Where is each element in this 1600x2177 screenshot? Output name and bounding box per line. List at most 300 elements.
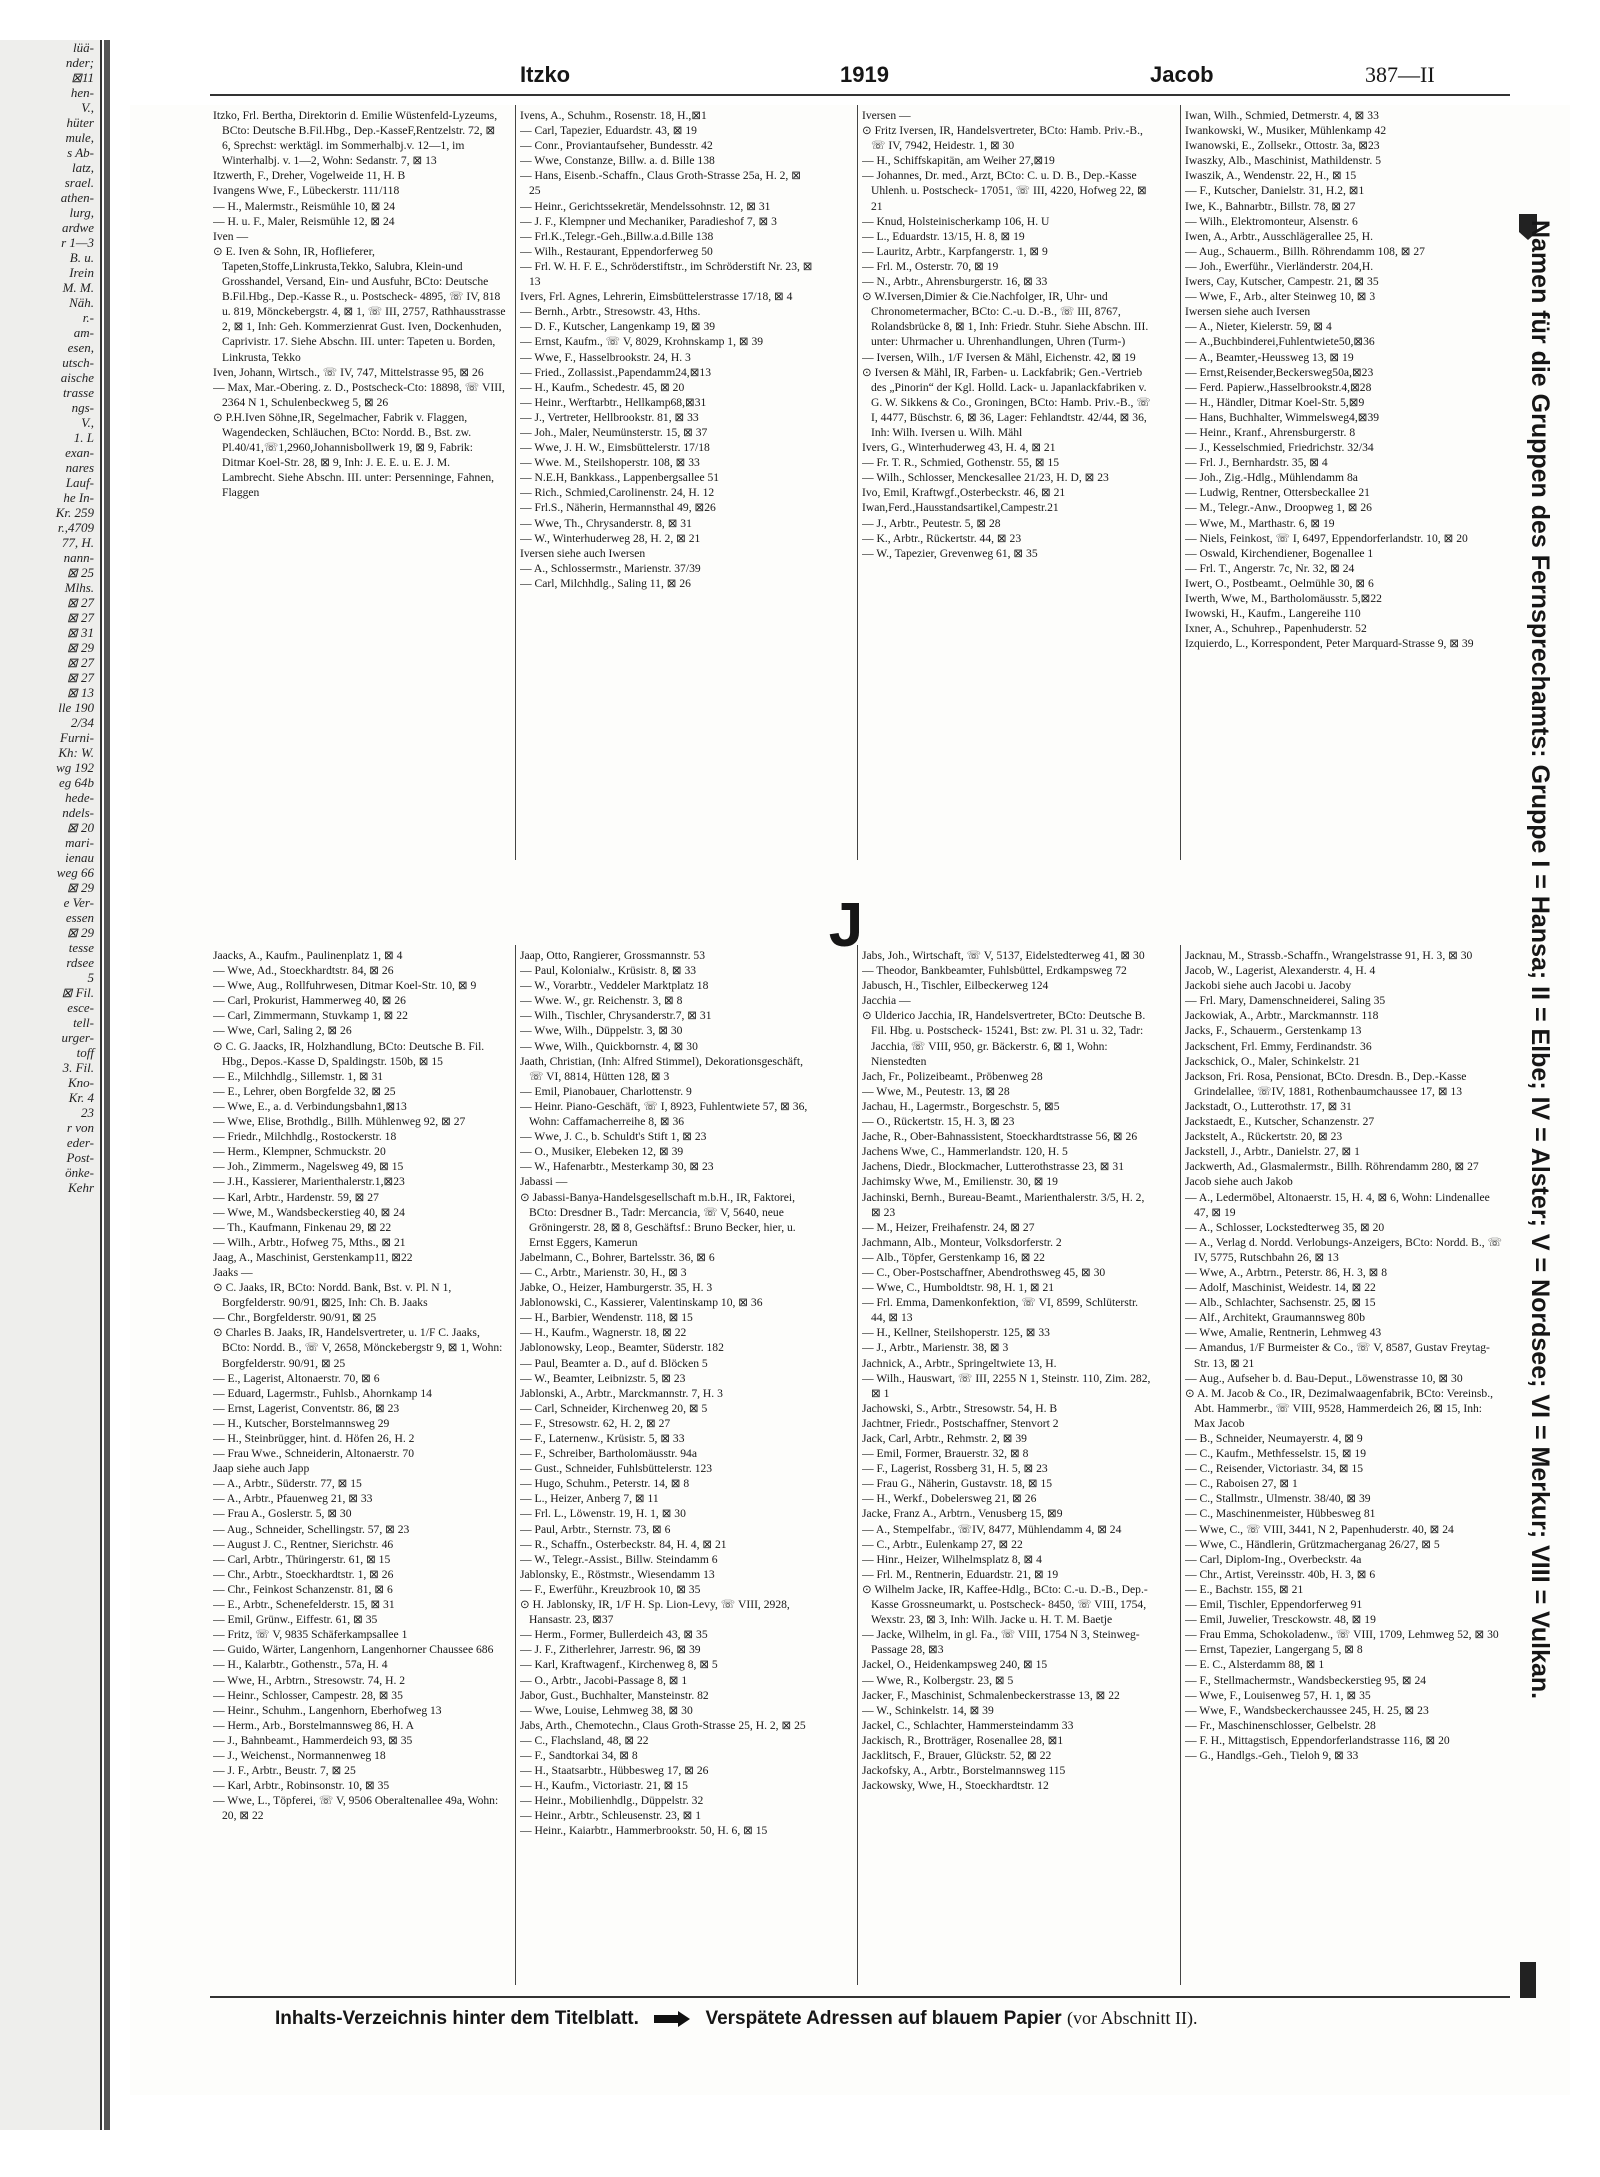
directory-entry: — Carl, Zimmermann, Stuvkamp 1, ⊠ 22 <box>213 1009 408 1023</box>
directory-entry: — Eduard, Lagermstr., Fuhlsb., Ahornkamp 14 <box>213 1386 432 1400</box>
directory-entry: ⊙ A. M. Jacob & Co., IR, Dezimalwaagenfabrik, BCto: Vereinsb., Abt. Hammerbr., ☏ VIII, 9528, Hammerdeich 26, ⊠ 15, Inh: Max Jacob <box>1185 1386 1493 1430</box>
directory-entry: — Wwe, Elise, Brothdlg., Billh. Mühlenweg 92, ⊠ 27 <box>213 1115 466 1129</box>
directory-entry: Ivers, G., Winterhuderweg 43, H. 4, ⊠ 21 <box>862 441 1056 455</box>
previous-page-fragment: r.,4709 <box>57 520 94 535</box>
directory-entry: — F., Stellmachermstr., Wandsbeckerstieg 95, ⊠ 24 <box>1185 1673 1427 1687</box>
previous-page-fragment: latz, <box>71 160 94 175</box>
directory-entry: ⊙ C. G. Jaacks, IR, Holzhandlung, BCto: Deutsche B. Fil. Hbg., Depos.-Kasse D, Spaldingstr. 150b, ⊠ 15 <box>213 1039 485 1068</box>
previous-page-fragment: ⊠ 29 <box>66 640 94 655</box>
directory-entry: — Wwe, Ad., Stoeckhardtstr. 84, ⊠ 26 <box>213 964 394 978</box>
directory-entry: — Emil, Tischler, Eppendorferweg 91 <box>1185 1598 1363 1612</box>
directory-entry: — A., Nieter, Kielerstr. 59, ⊠ 4 <box>1185 320 1332 334</box>
directory-entry: — Wwe, F., Arb., alter Steinweg 10, ⊠ 3 <box>1185 290 1376 304</box>
directory-entry: — Joh., Maler, Neumünsterstr. 15, ⊠ 37 <box>520 425 708 439</box>
directory-entry: Iven — <box>213 229 249 243</box>
directory-column-1 <box>213 108 506 863</box>
directory-entry: — Fried., Zollassist.,Papendamm24,⊠13 <box>520 365 712 379</box>
directory-entry: Jache, R., Ober-Bahnassistent, Stoeckhardtstrasse 56, ⊠ 26 <box>862 1130 1138 1144</box>
directory-entry: Jackel, O., Heidenkampsweg 240, ⊠ 15 <box>862 1658 1048 1672</box>
directory-entry: — O., Arbtr., Jacobi-Passage 8, ⊠ 1 <box>520 1673 688 1687</box>
previous-page-fragment: r 1—3 <box>61 235 94 250</box>
previous-page-fragment: ardwe <box>61 220 94 235</box>
exchange-groups-text: Namen für die Gruppen des Fernsprechamts: Gruppe I = Hansa; II = Elbe; IV = Alster; V = Nordsee; VI = Merkur; VIII = Vulkan. <box>1526 220 1554 1700</box>
previous-page-fragment: e Ver- <box>63 895 94 910</box>
previous-page-fragment: esen, <box>67 340 94 355</box>
directory-entry: — Wwe, C., ☏ VIII, 3441, N 2, Papenhuderstr. 40, ⊠ 24 <box>1185 1522 1454 1536</box>
previous-page-fragment: B. u. <box>69 250 94 265</box>
directory-entry: — A., Stempelfabr., ☏IV, 8477, Mühlendamm 4, ⊠ 24 <box>862 1522 1122 1536</box>
previous-page-fragment: V., <box>81 100 94 115</box>
directory-entry: — Wwe. W., gr. Reichenstr. 3, ⊠ 8 <box>520 994 683 1008</box>
previous-page-fragment: ienau <box>65 850 94 865</box>
directory-entry: — Wilh., Restaurant, Eppendorferweg 50 <box>520 244 713 258</box>
directory-entry: Jackstadt, O., Lutterothstr. 17, ⊠ 31 <box>1185 1099 1352 1113</box>
directory-entry: Ivers, Frl. Agnes, Lehrerin, Eimsbüttelerstrasse 17/18, ⊠ 4 <box>520 290 793 304</box>
directory-entry: — Hans, Buchhalter, Wimmelsweg4,⊠39 <box>1185 410 1380 424</box>
directory-entry: — J., Kesselschmied, Friedrichstr. 32/34 <box>1185 441 1374 455</box>
directory-entry: Iversen siehe auch Iwersen <box>520 546 646 560</box>
directory-entry: — Wwe, F., Hasselbrookstr. 24, H. 3 <box>520 350 691 364</box>
directory-entry: Itzwerth, F., Dreher, Vogelweide 11, H. B <box>213 169 406 183</box>
directory-entry: — Frau G., Näherin, Gustavstr. 18, ⊠ 15 <box>862 1477 1053 1491</box>
directory-entry: — Karl, Arbtr., Robinsonstr. 10, ⊠ 35 <box>213 1779 390 1793</box>
directory-entry: — Lauritz, Arbtr., Karpfangerstr. 1, ⊠ 9 <box>862 244 1048 258</box>
directory-entry: — Wilh., Arbtr., Hofweg 75, Mths., ⊠ 21 <box>213 1235 406 1249</box>
directory-entry: Iwersen siehe auch Iversen <box>1185 305 1311 319</box>
previous-page-fragment: hen- <box>70 85 94 100</box>
directory-entry: — Paul, Kolonialw., Krüsistr. 8, ⊠ 33 <box>520 964 697 978</box>
directory-entry: — J. F., Zitherlehrer, Jarrestr. 96, ⊠ 39 <box>520 1643 701 1657</box>
previous-page-fragment: V., <box>81 415 94 430</box>
previous-page-fragment: 5 <box>87 970 94 985</box>
directory-entry: Jackschick, O., Maler, Schinkelstr. 21 <box>1185 1054 1361 1068</box>
directory-entry: — F., Schreiber, Bartholomäusstr. 94a <box>520 1447 697 1461</box>
directory-entry: ⊙ Charles B. Jaaks, IR, Handelsvertreter, u. 1/F C. Jaaks, BCto: Nordd. B., ☏ V, 2658, Mönckebergstr 9, ⊠ 1, Wohn: Borgfelderstr. 90/91, ⊠ 25 <box>213 1326 503 1370</box>
directory-entry: — Conr., Proviantaufseher, Bundesstr. 42 <box>520 139 713 153</box>
directory-entry: — C., Stallmstr., Ulmenstr. 38/40, ⊠ 39 <box>1185 1492 1371 1506</box>
directory-entry: — Aug., Schneider, Schellingstr. 57, ⊠ 23 <box>213 1522 410 1536</box>
directory-entry: — H., Kaufm., Schedestr. 45, ⊠ 20 <box>520 380 685 394</box>
directory-entry: — Wwe, J. C., b. Schuldt's Stift 1, ⊠ 23 <box>520 1130 707 1144</box>
directory-entry: Jacob siehe auch Jakob <box>1185 1175 1293 1189</box>
directory-entry: — Paul, Arbtr., Sternstr. 73, ⊠ 6 <box>520 1522 671 1536</box>
previous-page-fragment: athen- <box>60 190 94 205</box>
previous-page-fragment: Kr. 4 <box>68 1090 94 1105</box>
directory-entry: Jablonsky, E., Röstmstr., Wiesendamm 13 <box>520 1567 715 1581</box>
previous-page-fragment: ⊠ 27 <box>66 595 94 610</box>
previous-page-fragment: 77, H. <box>61 535 94 550</box>
directory-entry: — W., Vorarbtr., Veddeler Marktplatz 18 <box>520 979 709 993</box>
directory-entry: — Wwe, F., Louisenweg 57, H. 1, ⊠ 35 <box>1185 1688 1371 1702</box>
directory-entry: Iwaszky, Alb., Maschinist, Mathildenstr. 5 <box>1185 154 1382 168</box>
previous-page-fragment: ndels- <box>62 805 94 820</box>
previous-page-fragment: mule, <box>65 130 94 145</box>
directory-entry: — Wwe, M., Wandsbeckerstieg 40, ⊠ 24 <box>213 1205 405 1219</box>
directory-entry: — H., Kaufm., Wagnerstr. 18, ⊠ 22 <box>520 1326 687 1340</box>
directory-entry: — H., Kellner, Steilshoperstr. 125, ⊠ 33 <box>862 1326 1050 1340</box>
directory-entry: — Guido, Wärter, Langenhorn, Langenhorner Chaussee 686 <box>213 1643 494 1657</box>
directory-entry: — M., Heizer, Freihafenstr. 24, ⊠ 27 <box>862 1220 1035 1234</box>
previous-page-fragment: Furni- <box>60 730 94 745</box>
directory-entry: — Rich., Schmied,Carolinenstr. 24, H. 12 <box>520 486 715 500</box>
directory-entry: Jaap siehe auch Japp <box>213 1462 310 1476</box>
directory-entry: — Frl. L., Löwenstr. 19, H. 1, ⊠ 30 <box>520 1507 686 1521</box>
directory-entry: — H., Barbier, Wendenstr. 118, ⊠ 15 <box>520 1311 693 1325</box>
directory-entry: — Frl. T., Angerstr. 7c, Nr. 32, ⊠ 24 <box>1185 561 1355 575</box>
previous-page-fragment: lurg, <box>69 205 94 220</box>
directory-entry: — A., Ledermöbel, Altonaerstr. 15, H. 4, ⊠ 6, Wohn: Lindenallee 47, ⊠ 19 <box>1185 1190 1490 1219</box>
directory-entry: — Alf., Architekt, Graumannsweg 80b <box>1185 1311 1365 1325</box>
directory-entry: — Heinr., Gerichtssekretär, Mendelssohnstr. 12, ⊠ 31 <box>520 199 771 213</box>
directory-entry: — W., Tapezier, Grevenweg 61, ⊠ 35 <box>862 546 1038 560</box>
directory-entry: — M., Telegr.-Anw., Droopweg 1, ⊠ 26 <box>1185 501 1372 515</box>
directory-entry: — Wwe, Th., Chrysanderstr. 8, ⊠ 31 <box>520 516 692 530</box>
directory-entry: — Fr., Maschinenschlosser, Gelbelstr. 28 <box>1185 1718 1376 1732</box>
directory-entry: — Hinr., Heizer, Wilhelmsplatz 8, ⊠ 4 <box>862 1552 1042 1566</box>
directory-entry: Jack, Carl, Arbtr., Rehmstr. 2, ⊠ 39 <box>862 1432 1027 1445</box>
directory-entry: Jablonowsky, Leop., Beamter, Süderstr. 182 <box>520 1341 724 1355</box>
directory-entry: Izquierdo, L., Korrespondent, Peter Marquard-Strasse 9, ⊠ 39 <box>1185 637 1474 651</box>
previous-page-fragment: Mlhs. <box>64 580 94 595</box>
directory-entry: — Herm., Former, Bullerdeich 43, ⊠ 35 <box>520 1628 708 1642</box>
directory-entry: — J., Arbtr., Marienstr. 38, ⊠ 3 <box>862 1341 1009 1355</box>
directory-entry: Jabs, Arth., Chemotechn., Claus Groth-Strasse 25, H. 2, ⊠ 25 <box>520 1718 806 1732</box>
directory-entry: Jabs, Joh., Wirtschaft, ☏ V, 5137, Eidelstedterweg 41, ⊠ 30 <box>862 949 1145 962</box>
directory-entry: — Niels, Feinkost, ☏ I, 6497, Eppendorferlandstr. 10, ⊠ 20 <box>1185 531 1468 545</box>
directory-entry: — Heinr., Schuhm., Langenhorn, Eberhofweg 13 <box>213 1703 442 1717</box>
previous-page-fragment: nder; <box>65 55 94 70</box>
directory-entry: — Oswald, Kirchendiener, Bogenallee 1 <box>1185 546 1374 560</box>
previous-page-fragment: ⊠ 20 <box>66 820 94 835</box>
previous-page-fragment: srael. <box>64 175 94 190</box>
previous-page-fragment: M. M. <box>62 280 94 295</box>
previous-page-fragment: aische <box>60 370 94 385</box>
directory-entry: Iwan, Wilh., Schmied, Detmerstr. 4, ⊠ 33 <box>1185 109 1379 122</box>
directory-entry: — N., Arbtr., Ahrensburgerstr. 16, ⊠ 33 <box>862 275 1048 289</box>
directory-entry: — Hugo, Schuhm., Peterstr. 14, ⊠ 8 <box>520 1477 690 1491</box>
directory-entry: — Ernst, Tapezier, Langergang 5, ⊠ 8 <box>1185 1643 1363 1657</box>
directory-entry: — H., Kalarbtr., Gothenstr., 57a, H. 4 <box>213 1658 388 1672</box>
previous-page-fragment: önke- <box>65 1165 94 1180</box>
directory-entry: — E., Milchhdlg., Sillemstr. 1, ⊠ 31 <box>213 1069 384 1083</box>
previous-page-fragment: esce- <box>67 1000 94 1015</box>
footer-late-addresses-note: Verspätete Adressen auf blauem Papier <box>705 2008 1062 2029</box>
directory-entry: — F. H., Mittagstisch, Eppendorferlandstrasse 116, ⊠ 20 <box>1185 1733 1450 1747</box>
directory-entry: Ivo, Emil, Kraftwgf.,Osterbeckstr. 46, ⊠ 21 <box>862 486 1066 500</box>
directory-entry: — Wwe, J. H. W., Eimsbüttelerstr. 17/18 <box>520 441 710 455</box>
directory-entry: — F., Sandtorkai 34, ⊠ 8 <box>520 1748 638 1762</box>
directory-entry: Jachmann, Alb., Monteur, Volksdorferstr. 2 <box>862 1235 1062 1249</box>
directory-entry: — R., Schaffn., Osterbeckstr. 84, H. 4, ⊠ 21 <box>520 1537 727 1551</box>
directory-entry: — W., Schinkelstr. 14, ⊠ 39 <box>862 1703 994 1717</box>
directory-entry: — Wwe, Wilh., Düppelstr. 3, ⊠ 30 <box>520 1024 683 1038</box>
previous-page-fragment: ⊠ 29 <box>66 925 94 940</box>
directory-entry: Jacker, F., Maschinist, Schmalenbeckerstrasse 13, ⊠ 22 <box>862 1688 1120 1702</box>
directory-entry: — F., Ewerführ., Kreuzbrook 10, ⊠ 35 <box>520 1582 701 1596</box>
directory-entry: — W., Telegr.-Assist., Billw. Steindamm 6 <box>520 1552 718 1566</box>
directory-entry: — Wwe, A., Arbtrn., Peterstr. 86, H. 3, ⊠ 8 <box>1185 1265 1388 1279</box>
previous-page-fragment: mari- <box>65 835 94 850</box>
previous-page-fragment: r von <box>66 1120 94 1135</box>
directory-entry: — Joh., Zig.-Hdlg., Mühlendamm 8a <box>1185 471 1358 485</box>
directory-entry: Ivangens Wwe, F., Lübeckerstr. 111/118 <box>213 184 400 198</box>
directory-entry: — O., Musiker, Elebeken 12, ⊠ 39 <box>520 1145 684 1159</box>
directory-entry: Jacks, F., Schauerm., Gerstenkamp 13 <box>1185 1024 1362 1038</box>
directory-entry: — J., Vertreter, Hellbrookstr. 81, ⊠ 33 <box>520 410 699 424</box>
directory-entry: Jaag, A., Maschinist, Gerstenkamp11, ⊠22 <box>213 1250 413 1264</box>
directory-entry: — Joh., Zimmerm., Nagelsweg 49, ⊠ 15 <box>213 1160 404 1174</box>
directory-entry: — C., Ober-Postschaffner, Abendrothsweg 45, ⊠ 30 <box>862 1265 1106 1279</box>
directory-entry: Iwaszik, A., Wendenstr. 22, H., ⊠ 15 <box>1185 169 1357 183</box>
previous-page-fragment: ⊠ 27 <box>66 610 94 625</box>
directory-entry: — J., Bahnbeamt., Hammerdeich 93, ⊠ 35 <box>213 1733 413 1747</box>
directory-entry: Jacob, W., Lagerist, Alexanderstr. 4, H. 4 <box>1185 964 1376 978</box>
book-spine <box>104 40 110 2130</box>
directory-entry: Jackel, C., Schlachter, Hammersteindamm 33 <box>862 1718 1074 1732</box>
directory-entry: — Heinr., Arbtr., Schleusenstr. 23, ⊠ 1 <box>520 1809 702 1823</box>
directory-entry: Iwowski, H., Kaufm., Langereihe 110 <box>1185 607 1361 621</box>
directory-entry: — Frl.S., Näherin, Hermannsthal 49, ⊠26 <box>520 501 716 515</box>
directory-entry: — Wilh., Elektromonteur, Alsenstr. 6 <box>1185 214 1358 228</box>
directory-entry: Jacklitsch, F., Brauer, Glückstr. 52, ⊠ 22 <box>862 1748 1052 1762</box>
previous-page-fragment: Kr. 259 <box>55 505 94 520</box>
directory-entry: — Fritz, ☏ V, 9835 Schäferkampsallee 1 <box>213 1628 408 1642</box>
directory-entry: — Frau Emma, Schokoladenw., ☏ VIII, 1709, Lehmweg 52, ⊠ 30 <box>1185 1628 1499 1642</box>
directory-entry: — Wwe, Wilh., Quickbornstr. 4, ⊠ 30 <box>520 1039 698 1053</box>
directory-entry: Jackstaedt, E., Kutscher, Schanzenstr. 27 <box>1185 1115 1375 1129</box>
directory-entry: — H., Kaufm., Victoriastr. 21, ⊠ 15 <box>520 1779 688 1793</box>
directory-entry: Iwan,Ferd.,Hausstandsartikel,Campestr.21 <box>862 501 1059 515</box>
directory-entry: — Hans, Eisenb.-Schaffn., Claus Groth-Strasse 25a, H. 2, ⊠ 25 <box>520 169 801 198</box>
directory-entry: Jabke, O., Heizer, Hamburgerstr. 35, H. 3 <box>520 1281 713 1295</box>
directory-entry: — C., Raboisen 27, ⊠ 1 <box>1185 1477 1298 1491</box>
directory-entry: — Frl. Mary, Damenschneiderei, Saling 35 <box>1185 994 1386 1008</box>
directory-entry: Jackobi siehe auch Jacobi u. Jacoby <box>1185 979 1352 993</box>
footer-section-note: (vor Abschnitt II). <box>1066 2008 1198 2028</box>
directory-entry: Jaaks — <box>213 1265 253 1279</box>
pointing-hand-icon <box>1515 1960 1541 2000</box>
directory-entry: Iversen — <box>862 109 911 122</box>
directory-entry: — D. F., Kutscher, Langenkamp 19, ⊠ 39 <box>520 320 716 334</box>
directory-entry: — Frl. W. H. F. E., Schröderstiftstr., im Schröderstift Nr. 23, ⊠ 13 <box>520 259 813 289</box>
column-rule <box>515 105 516 860</box>
directory-entry: — Ernst, Lagerist, Conventstr. 86, ⊠ 23 <box>213 1401 400 1415</box>
directory-entry: Iwert, O., Postbeamt., Oelmühle 30, ⊠ 6 <box>1185 576 1374 590</box>
exchange-groups-sidebar <box>1512 220 1572 1980</box>
directory-entry: Jackstelt, A., Rückertstr. 20, ⊠ 23 <box>1185 1130 1343 1144</box>
directory-entry: — Wwe, M., Marthastr. 6, ⊠ 19 <box>1185 516 1335 530</box>
directory-entry: — A., Verlag d. Nordd. Verlobungs-Anzeigers, BCto: Nordd. B., ☏ IV, 5775, Rutschbahn 26, ⊠ 13 <box>1185 1235 1503 1264</box>
previous-page-fragment: weg 66 <box>56 865 94 880</box>
directory-entry: — Karl, Kraftwagenf., Kirchenweg 8, ⊠ 5 <box>520 1658 718 1672</box>
directory-entry: Iwen, A., Arbtr., Ausschlägerallee 25, H. <box>1185 229 1374 243</box>
directory-entry: — H., Händler, Ditmar Koel-Str. 5,⊠9 <box>1185 395 1365 409</box>
directory-entry: — Carl, Schneider, Kirchenweg 20, ⊠ 5 <box>520 1401 708 1415</box>
directory-entry: — Carl, Prokurist, Hammerweg 40, ⊠ 26 <box>213 994 406 1008</box>
directory-entry: — Friedr., Milchhdlg., Rostockerstr. 18 <box>213 1130 397 1144</box>
directory-entry: — Herm., Klempner, Schmuckstr. 20 <box>213 1145 386 1159</box>
previous-page-fragment: 2/34 <box>70 715 94 730</box>
running-head-year: 1919 <box>840 62 889 87</box>
directory-entry: — J., Weichenst., Normannenweg 18 <box>213 1748 386 1762</box>
directory-entry: Jabelmann, C., Bohrer, Bartelsstr. 36, ⊠ 6 <box>520 1250 715 1264</box>
directory-entry: — Chr., Borgfelderstr. 90/91, ⊠ 25 <box>213 1311 377 1325</box>
directory-entry: ⊙ E. Iven & Sohn, IR, Hoflieferer, Tapeten,Stoffe,Linkrusta,Tekko, Salubra, Klein-und Grosshandel, Versand, Ein- und Ausfuhr, BCto: Deutsche B.Fil.Hbg., Dep.-Kasse R., u. Postscheck- 4895, ☏ IV, 818 u. 819, Mönckebergstr. 4, ⊠ 1, ☏ III, 2757, Rathhausstrasse 2, ⊠ 1, Inh: Geh. Kommerzienrat Gust. Iven, Dockenhuden, Caprivistr. 17. Siehe Abschn. III. unter: Tapeten u. Borden, Linkrusta, Tekko <box>213 244 506 364</box>
previous-page-fragment: wg 192 <box>56 760 94 775</box>
previous-page-fragment: r.- <box>82 310 94 325</box>
directory-entry: Jachens Wwe, C., Hammerlandstr. 120, H. 5 <box>862 1145 1068 1159</box>
directory-entry: Jachowski, S., Arbtr., Stresowstr. 54, H. B <box>862 1401 1058 1415</box>
directory-entry: — Wwe, M., Peutestr. 13, ⊠ 28 <box>862 1084 1010 1098</box>
previous-page-fragment: rdsee <box>66 955 94 970</box>
directory-entry: — C., Arbtr., Marienstr. 30, H., ⊠ 3 <box>520 1265 687 1279</box>
directory-entry: Iwerth, Wwe, M., Bartholomäusstr. 5,⊠22 <box>1185 592 1382 605</box>
directory-column-6 <box>520 948 813 1998</box>
directory-entry: — Theodor, Bankbeamter, Fuhlsbüttel, Erdkampsweg 72 <box>862 964 1127 978</box>
directory-entry: — Frl. M., Osterstr. 70, ⊠ 19 <box>862 259 999 273</box>
directory-entry: — Knud, Holsteinischerkamp 106, H. U <box>862 214 1050 228</box>
directory-entry: — Frl. Emma, Damenkonfektion, ☏ VI, 8599, Schlüterstr. 44, ⊠ 13 <box>862 1296 1139 1325</box>
directory-column-4 <box>1185 108 1505 863</box>
directory-column-3 <box>862 108 1155 863</box>
directory-entry: — Wilh., Schlosser, Menckesallee 21/23, H. D, ⊠ 23 <box>862 471 1109 485</box>
directory-entry: — N.E.H, Bankkass., Lappenbergsallee 51 <box>520 471 720 485</box>
directory-entry: Jacchia — <box>862 994 911 1008</box>
directory-entry: Jabor, Gust., Buchhalter, Mansteinstr. 82 <box>520 1688 709 1702</box>
directory-entry: Iwers, Cay, Kutscher, Campestr. 21, ⊠ 35 <box>1185 275 1379 289</box>
directory-entry: Jacke, Franz A., Arbtrn., Venusberg 15, ⊠9 <box>862 1507 1063 1521</box>
directory-entry: — Aug., Aufseher b. d. Bau-Deput., Löwenstrasse 10, ⊠ 30 <box>1185 1371 1463 1385</box>
directory-entry: — C., Arbtr., Eulenkamp 27, ⊠ 22 <box>862 1537 1023 1551</box>
directory-entry: — Emil, Former, Brauerstr. 32, ⊠ 8 <box>862 1447 1029 1461</box>
directory-entry: — A.,Buchbinderei,Fuhlentwiete50,⊠36 <box>1185 335 1375 349</box>
directory-entry: — Iversen, Wilh., 1/F Iversen & Mähl, Eichenstr. 42, ⊠ 19 <box>862 350 1136 364</box>
directory-entry: — K., Arbtr., Rückertstr. 44, ⊠ 23 <box>862 531 1022 545</box>
directory-entry: Jachau, H., Lagermstr., Borgeschstr. 5, ⊠5 <box>862 1099 1060 1113</box>
directory-entry: — Chr., Arbtr., Stoeckhardtstr. 1, ⊠ 26 <box>213 1567 394 1581</box>
directory-entry: — H., Malermstr., Reismühle 10, ⊠ 24 <box>213 199 395 213</box>
previous-page-fragment: utsch- <box>62 355 94 370</box>
directory-entry: Jacknau, M., Strassb.-Schaffn., Wrangelstrasse 91, H. 3, ⊠ 30 <box>1185 949 1473 962</box>
directory-entry: — J., Arbtr., Peutestr. 5, ⊠ 28 <box>862 516 1001 530</box>
previous-page-fragment: Post- <box>66 1150 94 1165</box>
directory-entry: — A., Beamter,-Heussweg 13, ⊠ 19 <box>1185 350 1354 364</box>
directory-entry: — Carl, Diplom-Ing., Overbeckstr. 4a <box>1185 1552 1362 1566</box>
directory-entry: — Wilh., Hauswart, ☏ III, 2255 N 1, Steinstr. 110, Zim. 282, ⊠ 1 <box>862 1371 1151 1400</box>
directory-entry: — Herm., Arb., Borstelmannsweg 86, H. A <box>213 1718 414 1732</box>
directory-entry: — Frau A., Goslerstr. 5, ⊠ 30 <box>213 1507 352 1521</box>
directory-entry: Jackstell, J., Arbtr., Danielstr. 27, ⊠ 1 <box>1185 1145 1360 1159</box>
previous-page-fragment: am- <box>73 325 94 340</box>
directory-entry: — H., Steinbrügger, hint. d. Höfen 26, H. 2 <box>213 1432 415 1445</box>
previous-page-fragment: toff <box>76 1045 94 1060</box>
directory-entry: — C., Reisender, Victoriastr. 34, ⊠ 15 <box>1185 1462 1364 1476</box>
previous-page-fragment: urger- <box>61 1030 94 1045</box>
previous-page-fragment: s Ab- <box>67 145 94 160</box>
directory-entry: — Wwe, Louise, Lehmweg 38, ⊠ 30 <box>520 1703 693 1717</box>
previous-page-fragment: tell- <box>73 1015 94 1030</box>
previous-page-edge <box>0 40 102 2130</box>
directory-entry: — Emil, Pianobauer, Charlottenstr. 9 <box>520 1084 692 1098</box>
previous-page-fragment: he In- <box>63 490 94 505</box>
directory-entry: Jackofsky, A., Arbtr., Borstelmannsweg 115 <box>862 1764 1066 1778</box>
directory-entry: Jackwerth, Ad., Glasmalermstr., Billh. Röhrendamm 280, ⊠ 27 <box>1185 1160 1479 1174</box>
directory-entry: — Wwe, C., Händlerin, Grützmacherganag 26/27, ⊠ 5 <box>1185 1537 1440 1551</box>
directory-entry: — H., Kutscher, Borstelmannsweg 29 <box>213 1416 390 1430</box>
directory-entry: Jackson, Fri. Rosa, Pensionat, BCto. Dresdn. B., Dep.-Kasse Grindelallee, ☏IV, 1881, Rothenbaumchaussee 17, ⊠ 13 <box>1185 1069 1467 1098</box>
page-number: 387—II <box>1365 62 1435 87</box>
directory-entry: — Wwe, F., Wandsbeckerchaussee 245, H. 25, ⊠ 23 <box>1185 1703 1429 1717</box>
directory-entry: — Frl.K.,Telegr.-Geh.,Billw.a.d.Bille 138 <box>520 229 714 243</box>
directory-entry: Jablonowski, C., Kassierer, Valentinskamp 10, ⊠ 36 <box>520 1296 763 1310</box>
directory-entry: ⊙ W.Iversen,Dimier & Cie.Nachfolger, IR, Uhr- und Chronometermacher, BCto: C.-u. D.-B., ☏ III, 8767, Rolandsbrücke 8, ⊠ 1, Inh: Friedr. Stuhr. Siehe Abschn. III. unter: Uhrmacher u. Uhrenhandlungen, Uhren (Turm-) <box>862 290 1149 349</box>
directory-entry: — H. u. F., Maler, Reismühle 12, ⊠ 24 <box>213 214 395 228</box>
directory-entry: ⊙ Fritz Iversen, IR, Handelsvertreter, BCto: Hamb. Priv.-B., ☏ IV, 7942, Heidestr. 1, ⊠ 30 <box>862 124 1143 153</box>
directory-entry: — Adolf, Maschinist, Weidestr. 14, ⊠ 22 <box>1185 1281 1376 1295</box>
previous-page-fragment: ⊠ 27 <box>66 670 94 685</box>
running-head <box>215 62 1465 92</box>
directory-entry: Jaap, Otto, Rangierer, Grossmannstr. 53 <box>520 949 706 962</box>
column-rule <box>515 945 516 1985</box>
directory-entry: — F., Lagerist, Rossberg 31, H. 5, ⊠ 23 <box>862 1462 1048 1476</box>
directory-entry: Ixner, A., Schuhrep., Papenhuderstr. 52 <box>1185 622 1367 636</box>
directory-entry: — G., Handlgs.-Geh., Tieloh 9, ⊠ 33 <box>1185 1748 1359 1762</box>
directory-entry: Iwe, K., Bahnarbtr., Billstr. 78, ⊠ 27 <box>1185 199 1356 213</box>
directory-entry: — W., Winterhuderweg 28, H. 2, ⊠ 21 <box>520 531 701 545</box>
previous-page-fragment: Irein <box>69 265 94 280</box>
directory-entry: — C., Flachsland, 48, ⊠ 22 <box>520 1733 649 1747</box>
page-footer <box>275 2008 1455 2038</box>
running-head-right: Jacob <box>1150 62 1214 87</box>
previous-page-fragment: Kh: W. <box>58 745 94 760</box>
directory-entry: Jachimsky Wwe, M., Emilienstr. 30, ⊠ 19 <box>862 1175 1058 1189</box>
directory-entry: — Wwe, H., Arbtrn., Stresowstr. 74, H. 2 <box>213 1673 406 1687</box>
directory-entry: — Ernst, Kaufm., ☏ V, 8029, Krohnskamp 1, ⊠ 39 <box>520 335 764 349</box>
previous-page-fragment: Lauf- <box>65 475 94 490</box>
pointing-hand-icon <box>652 2009 692 2029</box>
running-head-left: Itzko <box>520 62 571 87</box>
previous-page-fragment: ⊠ 13 <box>66 685 94 700</box>
directory-entry: Jaath, Christian, (Inh: Alfred Stimmel), Dekorationsgeschäft, ☏ VI, 8814, Hütten 128, ⊠ 3 <box>520 1054 804 1083</box>
directory-entry: — Chr., Feinkost Schanzenstr. 81, ⊠ 6 <box>213 1582 393 1596</box>
directory-entry: Jackschent, Frl. Emmy, Ferdinandstr. 36 <box>1185 1039 1372 1053</box>
previous-page-fragment: ⊠11 <box>71 70 94 85</box>
directory-column-8 <box>1185 948 1505 1998</box>
previous-page-fragment: ⊠ 27 <box>66 655 94 670</box>
directory-entry: — H., Werkf., Dobelersweg 21, ⊠ 26 <box>862 1492 1037 1506</box>
directory-entry: — B., Schneider, Neumayerstr. 4, ⊠ 9 <box>1185 1432 1363 1445</box>
directory-entry: — Ernst,Reisender,Beckersweg50a,⊠23 <box>1185 365 1374 379</box>
directory-entry: — Ferd. Papierw.,Hasselbrookstr.4,⊠28 <box>1185 380 1372 394</box>
previous-page-fragment: 3. Fil. <box>62 1060 94 1075</box>
previous-page-fragment: nares <box>65 460 94 475</box>
directory-entry: — Wwe, E., a. d. Verbindungsbahn1,⊠13 <box>213 1099 407 1113</box>
directory-entry: — Carl, Arbtr., Thüringerstr. 61, ⊠ 15 <box>213 1552 391 1566</box>
directory-entry: Jachens, Diedr., Blockmacher, Lutterothstrasse 23, ⊠ 31 <box>862 1160 1124 1174</box>
directory-entry: Jachtner, Friedr., Postschaffner, Stenvort 2 <box>862 1416 1059 1430</box>
previous-page-fragment: Kehr <box>68 1180 94 1195</box>
directory-entry: ⊙ P.H.Iven Söhne,IR, Segelmacher, Fabrik v. Flaggen, Wagendecken, Schläuchen, BCto: Nordd. B., Bst. zw. Pl.40/41,☏1,2960,Johannisbollwerk 19, ⊠ 9, Fabrik: Ditmar Koel-Str. 28, ⊠ 9, Inh: J. E. E. u. E. J. M. Lambrecht. Siehe Abschn. III. unter: Persenninge, Fahnen, Flaggen <box>213 410 495 500</box>
directory-entry: Jaacks, A., Kaufm., Paulinenplatz 1, ⊠ 4 <box>213 949 403 962</box>
directory-entry: Jachinski, Bernh., Bureau-Beamt., Marienthalerstr. 3/5, H. 2, ⊠ 23 <box>862 1190 1145 1219</box>
directory-entry: — Heinr., Werftarbtr., Hellkamp68,⊠31 <box>520 395 707 409</box>
directory-entry: — E. C., Alsterdamm 88, ⊠ 1 <box>1185 1658 1325 1672</box>
directory-entry: — Gust., Schneider, Fuhlsbüttelerstr. 123 <box>520 1462 713 1476</box>
previous-page-fragment: eder- <box>66 1135 94 1150</box>
directory-entry: Iwanowski, E., Zollsekr., Ottostr. 3a, ⊠23 <box>1185 139 1380 153</box>
directory-entry: — E., Lagerist, Altonaerstr. 70, ⊠ 6 <box>213 1371 380 1385</box>
previous-page-fragment: nann- <box>63 550 94 565</box>
